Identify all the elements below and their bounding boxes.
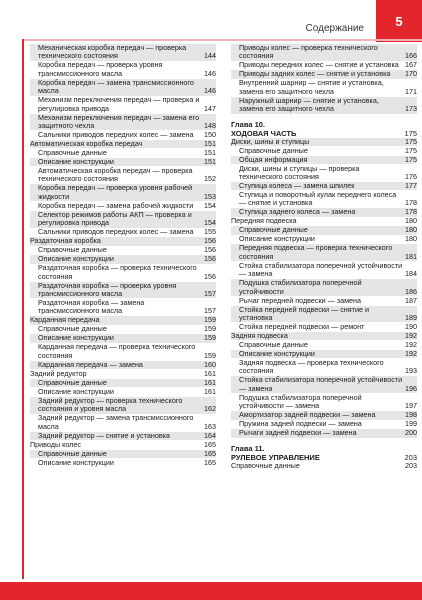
toc-entry-page: 153: [204, 191, 216, 201]
toc-entry-page: 170: [405, 69, 417, 79]
toc-entry-title: Задняя подвеска — проверка технического состояния: [239, 358, 384, 376]
toc-entry-page: 178: [405, 207, 417, 217]
toc-entry[interactable]: [231, 429, 417, 437]
toc-entry-title: Ступица заднего колеса — замена: [239, 207, 356, 217]
toc-column-left: [30, 44, 216, 468]
chapter-title-text: ХОДОВАЯ ЧАСТЬ: [231, 128, 297, 138]
toc-entry-title: Ступица и поворотный кулак переднего колеса — снятие и установка: [239, 190, 397, 208]
toc-entry-page: 200: [405, 428, 417, 438]
bottom-band: [0, 582, 422, 600]
toc-entry[interactable]: [231, 359, 417, 376]
toc-entry-title: Справочные данные: [239, 225, 308, 235]
toc-entry-page: 197: [405, 401, 417, 411]
toc-entry-title: Подушка стабилизатора поперечной устойчивости — замена: [239, 392, 362, 411]
toc-entry-title: Справочные данные: [239, 340, 308, 350]
toc-entry-title: Задняя подвеска: [231, 331, 288, 341]
toc-entry-title: Приводы задних колес — снятие и установка: [239, 69, 391, 79]
toc-entry-page: 175: [405, 154, 417, 164]
toc-entry[interactable]: [30, 184, 216, 201]
toc-entry-page: 154: [204, 218, 216, 228]
toc-entry-title: Коробка передач — замена рабочей жидкости: [38, 200, 194, 210]
toc-entry-title: Описание конструкции: [38, 254, 114, 264]
toc-entry[interactable]: [231, 138, 417, 146]
toc-entry-title: Справочные данные: [231, 460, 300, 470]
chapter-title-text: РУЛЕВОЕ УПРАВЛЕНИЕ: [231, 452, 320, 462]
toc-entry-page: 165: [204, 448, 216, 458]
toc-entry-title: Механизм переключения передач — замена его защитного чехла: [38, 112, 200, 131]
toc-entry[interactable]: [30, 264, 216, 281]
toc-entry-title: Ступица колеса — замена шпилек: [239, 181, 355, 191]
toc-entry-title: Механизм переключения передач — проверка и регулировка привода: [38, 95, 200, 113]
toc-entry-title: Приводы передних колес — снятие и установка: [239, 60, 399, 70]
toc-entry-page: 192: [405, 340, 417, 350]
toc-entry-title: Приводы колес — проверка технического состояния: [239, 43, 378, 61]
toc-entry-title: Стойка стабилизатора поперечной устойчивости — замена: [239, 260, 403, 279]
toc-entry-title: Раздаточная коробка: [30, 236, 101, 246]
toc-entry-page: 193: [405, 366, 417, 376]
toc-entry-page: 192: [405, 349, 417, 359]
toc-entry-page: 148: [204, 121, 216, 131]
toc-entry-title: Справочные данные: [38, 448, 107, 458]
toc-entry-page: 199: [405, 419, 417, 429]
toc-entry-page: 189: [405, 313, 417, 323]
toc-entry[interactable]: [30, 459, 216, 467]
toc-entry-title: Сальники приводов передних колес — замена: [38, 227, 194, 237]
toc-entry[interactable]: [30, 414, 216, 431]
toc-entry-title: Диски, шины и ступицы — проверка технического состояния: [239, 163, 360, 182]
toc-entry-page: 156: [204, 236, 216, 246]
toc-entry-title: Передняя подвеска — проверка технического состояния: [239, 243, 393, 261]
toc-entry[interactable]: [231, 79, 417, 96]
toc-entry-title: Описание конструкции: [239, 349, 315, 359]
toc-entry-title: Рычаги задней подвески — замена: [239, 428, 357, 438]
toc-entry-page: 176: [405, 172, 417, 182]
toc-entry-title: Рычаг передней подвески — замена: [239, 295, 362, 305]
toc-entry-page: 156: [204, 271, 216, 281]
toc-entry-title: Автоматическая коробка передач: [30, 139, 143, 149]
toc-entry[interactable]: [231, 147, 417, 155]
toc-entry[interactable]: [231, 244, 417, 261]
toc-entry[interactable]: [30, 202, 216, 210]
toc-entry-page: 175: [405, 145, 417, 155]
toc-entry[interactable]: [231, 262, 417, 279]
toc-entry-page: 180: [405, 225, 417, 235]
toc-entry[interactable]: [231, 462, 417, 470]
page-header: [0, 0, 422, 42]
toc-entry-title: Раздаточная коробка — проверка уровня трансмиссионного масла: [38, 280, 177, 299]
toc-entry-title: Справочные данные: [38, 377, 107, 387]
toc-entry-title: Описание конструкции: [38, 386, 114, 396]
toc-entry-title: Передняя подвеска: [231, 216, 297, 226]
toc-entry-page: 159: [204, 333, 216, 343]
toc-entry-title: Справочные данные: [239, 145, 308, 155]
toc-entry-page: 159: [204, 324, 216, 334]
toc-entry-page: 161: [204, 386, 216, 396]
toc-entry-page: 156: [204, 245, 216, 255]
toc-entry-title: Механическая коробка передач — проверка технического состояния: [38, 43, 187, 61]
toc-entry-page: 180: [405, 234, 417, 244]
toc-entry[interactable]: [231, 97, 417, 114]
chapter-label: Глава 10.: [231, 119, 266, 129]
toc-entry-page: 157: [204, 306, 216, 316]
toc-entry[interactable]: [30, 167, 216, 184]
toc-entry-page: 171: [405, 86, 417, 96]
chapter-page: 203: [404, 452, 417, 462]
toc-entry-page: 173: [405, 104, 417, 114]
toc-entry-page: 165: [204, 457, 216, 467]
toc-entry-page: 175: [405, 136, 417, 146]
toc-entry-page: 187: [405, 295, 417, 305]
toc-entry-title: Справочные данные: [38, 148, 107, 158]
toc-entry-page: 198: [405, 410, 417, 420]
toc-entry-title: Амортизатор задней подвески — замена: [239, 410, 376, 420]
toc-column-right: [231, 44, 417, 471]
toc-entry-title: Стойка передней подвески — ремонт: [239, 322, 365, 332]
toc-entry-title: Раздаточная коробка — проверка технического состояния: [38, 263, 197, 281]
toc-entry-page: 157: [204, 289, 216, 299]
toc-entry[interactable]: [231, 297, 417, 305]
toc-entry-page: 180: [405, 216, 417, 226]
toc-entry-page: 181: [405, 251, 417, 261]
toc-entry-page: 151: [204, 139, 216, 149]
toc-entry[interactable]: [231, 191, 417, 208]
toc-entry[interactable]: [30, 61, 216, 78]
toc-entry-page: 160: [204, 359, 216, 369]
toc-entry-title: Сальники приводов передних колес — замена: [38, 130, 194, 140]
toc-entry-page: 203: [405, 460, 417, 470]
toc-entry-page: 152: [204, 174, 216, 184]
toc-entry-page: 162: [204, 404, 216, 414]
toc-entry-title: Стойка стабилизатора поперечной устойчивости — замена: [239, 375, 403, 393]
toc-entry-page: 146: [204, 68, 216, 78]
chapter-page: 175: [404, 128, 417, 138]
toc-entry[interactable]: [30, 114, 216, 131]
toc-entry[interactable]: [30, 299, 216, 316]
toc-entry-page: 165: [204, 439, 216, 449]
toc-entry-title: Карданная передача — проверка технического состояния: [38, 342, 196, 360]
toc-entry-page: 159: [204, 315, 216, 325]
chapter-label: Глава 11.: [231, 443, 265, 453]
toc-entry-title: Справочные данные: [38, 324, 107, 334]
toc-entry[interactable]: [30, 211, 216, 228]
toc-entry-title: Описание конструкции: [239, 234, 315, 244]
toc-entry-page: 154: [204, 200, 216, 210]
toc-entry-title: Автоматическая коробка передач — проверка технического состояния: [38, 166, 193, 184]
toc-entry-page: 161: [204, 368, 216, 378]
toc-entry-page: 196: [405, 383, 417, 393]
toc-entry-title: Карданная передача: [30, 315, 100, 325]
toc-entry-title: Раздаточная коробка — замена трансмиссионного масла: [38, 298, 145, 316]
toc-entry[interactable]: [30, 44, 216, 61]
toc-entry-title: Подушка стабилизатора поперечной устойчивости: [239, 278, 362, 296]
toc-entry-title: Задний редуктор: [30, 368, 87, 378]
margin-rule: [22, 39, 24, 579]
toc-entry-page: 161: [204, 377, 216, 387]
toc-entry-title: Справочные данные: [38, 245, 107, 255]
toc-entry-page: 146: [204, 86, 216, 96]
toc-entry-title: Описание конструкции: [38, 157, 114, 167]
toc-entry[interactable]: [231, 394, 417, 411]
toc-entry-page: 159: [204, 350, 216, 360]
toc-entry-page: 177: [405, 181, 417, 191]
toc-entry-title: Коробка передач — проверка уровня рабочей жидкости: [38, 183, 193, 201]
toc-entry-page: 167: [405, 60, 417, 70]
toc-entry-page: 150: [204, 130, 216, 140]
toc-entry-title: Стойка передней подвески — снятие и установка: [239, 304, 369, 323]
toc-entry-page: 155: [204, 227, 216, 237]
toc-entry-title: Общая информация: [239, 154, 308, 164]
toc-entry-page: 144: [204, 51, 216, 61]
toc-entry-page: 156: [204, 254, 216, 264]
toc-entry-title: Описание конструкции: [38, 457, 114, 467]
toc-entry-title: Карданная передача — замена: [38, 359, 143, 369]
toc-entry-page: 147: [204, 103, 216, 113]
toc-entry[interactable]: [30, 96, 216, 113]
toc-entry-title: Селектор режимов работы АКП — проверка и регулировка привода: [38, 209, 192, 228]
toc-entry[interactable]: [30, 343, 216, 360]
toc-entry[interactable]: [231, 156, 417, 164]
toc-entry[interactable]: [30, 397, 216, 414]
toc-entry[interactable]: [231, 165, 417, 182]
toc-entry-title: Внутренний шарнир — снятие и установка, замена его защитного чехла: [239, 78, 384, 96]
toc-entry-title: Задний редуктор — проверка технического состояния и уровня масла: [38, 395, 183, 414]
toc-entry-page: 163: [204, 421, 216, 431]
toc-entry-page: 166: [405, 51, 417, 61]
toc-entry[interactable]: [231, 279, 417, 296]
toc-entry[interactable]: [231, 376, 417, 393]
toc-entry-page: 151: [204, 148, 216, 158]
toc-entry-title: Пружина задней подвески — замена: [239, 419, 362, 429]
toc-entry[interactable]: [30, 441, 216, 449]
toc-entry-title: Коробка передач — проверка уровня трансмиссионного масла: [38, 60, 163, 78]
toc-entry[interactable]: [231, 306, 417, 323]
toc-entry[interactable]: [30, 79, 216, 96]
toc-entry[interactable]: [30, 282, 216, 299]
toc-entry-title: Диски, шины и ступицы: [231, 136, 310, 146]
toc-entry-page: 184: [405, 269, 417, 279]
toc-entry-title: Описание конструкции: [38, 333, 114, 343]
header-divider: [22, 39, 422, 41]
toc-entry-title: Приводы колес: [30, 439, 81, 449]
toc-entry[interactable]: [30, 450, 216, 458]
toc-entry-title: Задний редуктор — снятие и установка: [38, 430, 170, 440]
toc-entry[interactable]: [231, 44, 417, 61]
toc-entry-page: 164: [204, 430, 216, 440]
toc-entry-title: Наружный шарнир — снятие и установка, замена его защитного чехла: [239, 95, 379, 114]
toc-entry-title: Коробка передач — замена трансмиссионного масла: [38, 77, 194, 96]
toc-entry[interactable]: [30, 432, 216, 440]
page-number-tab: 5: [376, 0, 422, 42]
toc-entry-page: 192: [405, 331, 417, 341]
toc-entry-page: 190: [405, 322, 417, 332]
toc-entry-page: 151: [204, 157, 216, 167]
toc-entry-page: 178: [405, 198, 417, 208]
toc-entry-page: 186: [405, 286, 417, 296]
toc-entry-title: Задний редуктор — замена трансмиссионного масла: [38, 413, 194, 431]
section-title: Содержание: [305, 23, 364, 34]
